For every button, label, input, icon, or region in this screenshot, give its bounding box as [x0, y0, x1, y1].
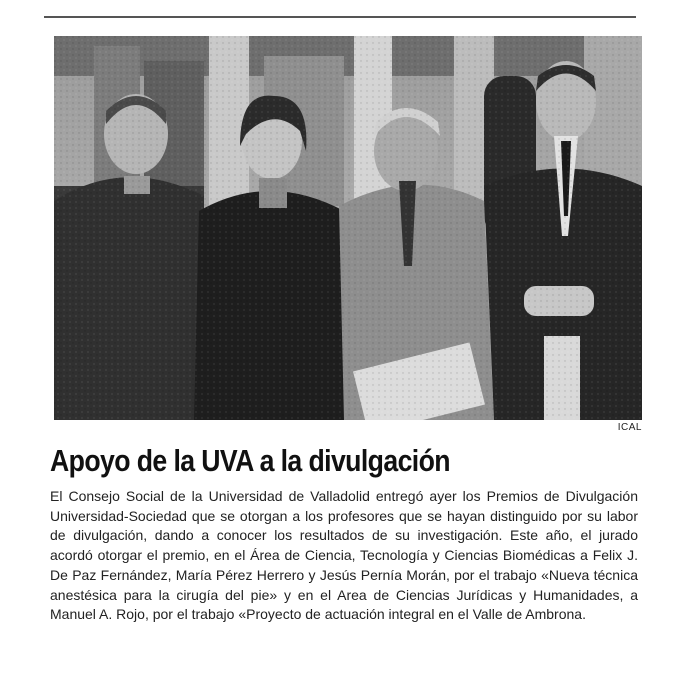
body-line: Universidad-Sociedad que se otorgan a los profesores que se hayan distinguido por su labor — [50, 507, 638, 524]
body-line: de divulgación, dando a conocer los resultados de su investigación. Este año, el jurado — [50, 527, 638, 544]
headline: Apoyo de la UVA a la divulgación — [50, 443, 450, 478]
top-rule — [44, 16, 636, 18]
body-line: De Paz Fernández, María Pérez Herrero y Jesús Pernía Morán, por el trabajo «Nueva técnica — [50, 566, 638, 583]
body-line: El Consejo Social de la Universidad de Valladolid entregó ayer los Premios de Divulgación — [50, 488, 638, 504]
body-line: anestésica para la cirugía del pie» y en el Area de Ciencias Jurídicas y Humanidades, a — [50, 586, 638, 603]
article-body — [50, 487, 638, 625]
photo-credit: ICAL — [617, 422, 642, 433]
news-photo — [54, 36, 642, 420]
body-line: acordó otorgar el premio, en el Área de Ciencia, Tecnología y Ciencias Biomédicas a Felix J. — [50, 547, 638, 564]
body-line: Manuel A. Rojo, por el trabajo «Proyecto de actuación integral en el Valle de Ambrona. — [50, 606, 586, 623]
